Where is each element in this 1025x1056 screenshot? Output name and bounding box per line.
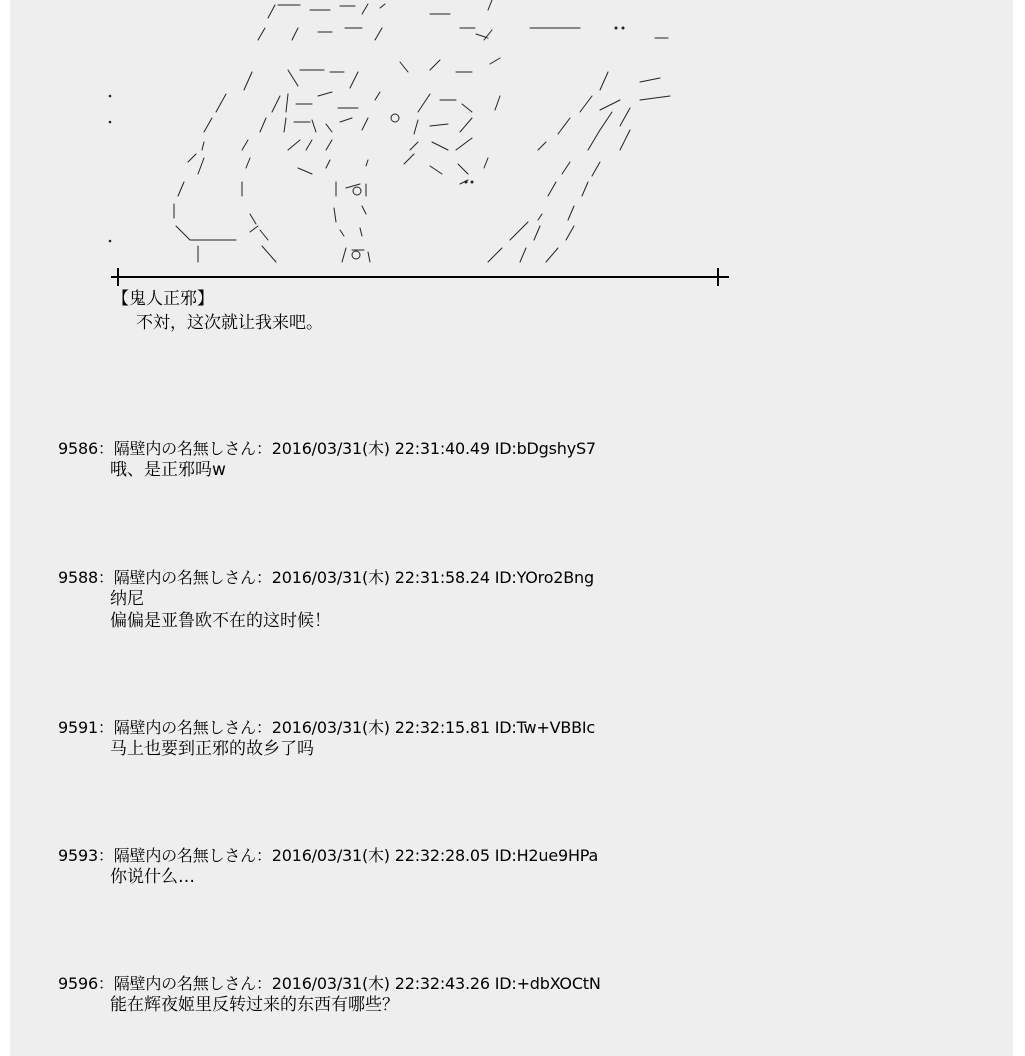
post-number: 9588 (58, 568, 98, 587)
post (58, 568, 998, 632)
post-separator: ： (255, 974, 272, 993)
post-date: 2016/03/31(木) 22:31:40.49 (271, 439, 490, 458)
post (58, 718, 998, 760)
speaker-name: 【鬼人正邪】 (112, 289, 214, 309)
post-author: 隔壁内の名無しさん (113, 439, 256, 458)
post-date: 2016/03/31(木) 22:32:28.05 (271, 846, 490, 865)
post-line: 纳尼 (110, 589, 144, 609)
post-separator: ： (255, 718, 272, 737)
post-author: 隔壁内の名無しさん (113, 846, 256, 865)
post-separator: ： (97, 846, 114, 865)
post-id: ID:H2ue9HPa (494, 846, 599, 865)
post-number: 9593 (58, 846, 98, 865)
post-body (110, 738, 998, 760)
post-line: 你说什么… (110, 867, 195, 887)
post (58, 439, 998, 481)
post-line: 偏偏是亚鲁欧不在的这时候！ (110, 611, 331, 631)
post-author: 隔壁内の名無しさん (113, 974, 256, 993)
post-id: ID:Tw+VBBIc (494, 718, 596, 737)
ascii-art-illustration (100, 0, 740, 270)
post-separator: ： (255, 439, 272, 458)
post-date: 2016/03/31(木) 22:32:15.81 (271, 718, 490, 737)
post-number: 9596 (58, 974, 98, 993)
post-line: 能在辉夜姬里反转过来的东西有哪些？ (110, 995, 399, 1015)
post-separator: ： (255, 568, 272, 587)
post-number: 9586 (58, 439, 98, 458)
post-id: ID:+dbXOCtN (494, 974, 601, 993)
post-date: 2016/03/31(木) 22:32:43.26 (271, 974, 490, 993)
post-separator: ： (255, 846, 272, 865)
post-number: 9591 (58, 718, 98, 737)
post-author: 隔壁内の名無しさん (113, 718, 256, 737)
post-line: 马上也要到正邪的故乡了吗 (110, 739, 314, 759)
post-author: 隔壁内の名無しさん (113, 568, 256, 587)
divider-line (111, 267, 731, 287)
left-margin (0, 0, 10, 1056)
post-separator: ： (97, 568, 114, 587)
post-separator: ： (97, 974, 114, 993)
post-id: ID:bDgshyS7 (494, 439, 596, 458)
post-separator: ： (97, 718, 114, 737)
post-header (58, 974, 998, 994)
post-header (58, 568, 998, 588)
post-header (58, 718, 998, 738)
post-header (58, 439, 998, 459)
right-margin (1013, 0, 1025, 1056)
post (58, 846, 998, 888)
post-separator: ： (97, 439, 114, 458)
post-body (110, 866, 998, 888)
post-id: ID:YOro2Bng (494, 568, 594, 587)
post-header (58, 846, 998, 866)
post-body (110, 994, 998, 1016)
post-body (110, 459, 998, 481)
speaker-dialogue: 不対，这次就让我来吧。 (136, 313, 323, 333)
post (58, 974, 998, 1016)
post-line: 哦、是正邪吗w (110, 460, 226, 480)
post-body (110, 588, 998, 632)
post-date: 2016/03/31(木) 22:31:58.24 (271, 568, 490, 587)
